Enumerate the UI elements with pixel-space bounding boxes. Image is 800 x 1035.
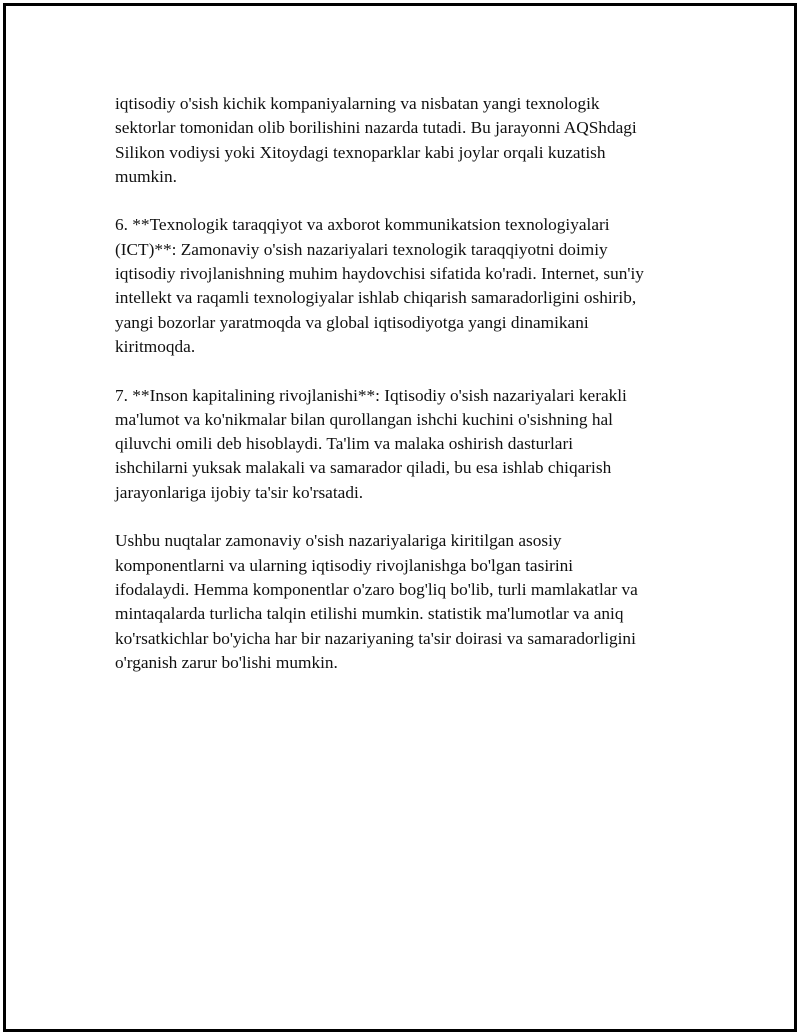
paragraph-continuation: iqtisodiy o'sish kichik kompaniyalarning va nisbatan yangi texnologik sektorlar tomonidan olib borilishini nazarda tutadi. Bu jarayonni AQShdagi Silikon vodiysi yoki Xitoydagi texnoparklar kabi joylar orqali kuzatish mumkin. — [115, 94, 637, 186]
paragraph-conclusion: Ushbu nuqtalar zamonaviy o'sish nazariyalariga kiritilgan asosiy komponentlarni va ularning iqtisodiy rivojlanishga bo'lgan tasirini ifodalaydi. Hemma komponentlar o'zaro bog'liq bo'lib, turli mamlakatlar va mintaqalarda turlicha talqin etilishi mumkin. statistik ma'lumotlar va aniq ko'rsatkichlar bo'yicha har bir nazariyaning ta'sir doirasi va samaradorligini o'rganish zarur bo'lishi mumkin. — [115, 531, 638, 672]
paragraph-human-capital: 7. **Inson kapitalining rivojlanishi**: Iqtisodiy o'sish nazariyalari kerakli ma'lumot va ko'nikmalar bilan qurollangan ishchi kuchini o'sishning hal qiluvchi omili deb hisoblaydi. Ta'lim va malaka oshirish dasturlari ishchilarni yuksak malakali va samarador qiladi, bu esa ishlab chiqarish jarayonlariga ijobiy ta'sir ko'rsatadi. — [115, 385, 627, 502]
document-body — [115, 92, 715, 699]
paragraph-technology: 6. **Texnologik taraqqiyot va axborot kommunikatsion texnologiyalari (ICT)**: Zamonaviy o'sish nazariyalari texnologik taraqqiyotni doimiy iqtisodiy rivojlanishning muhim haydovchisi sifatida ko'radi. Internet, sun'iy intellekt va raqamli texnologiyalar ishlab chiqarish samaradorligini oshirib, yangi bozorlar yaratmoqda va global iqtisodiyotga yangi dinamikani kiritmoqda. — [115, 215, 644, 356]
